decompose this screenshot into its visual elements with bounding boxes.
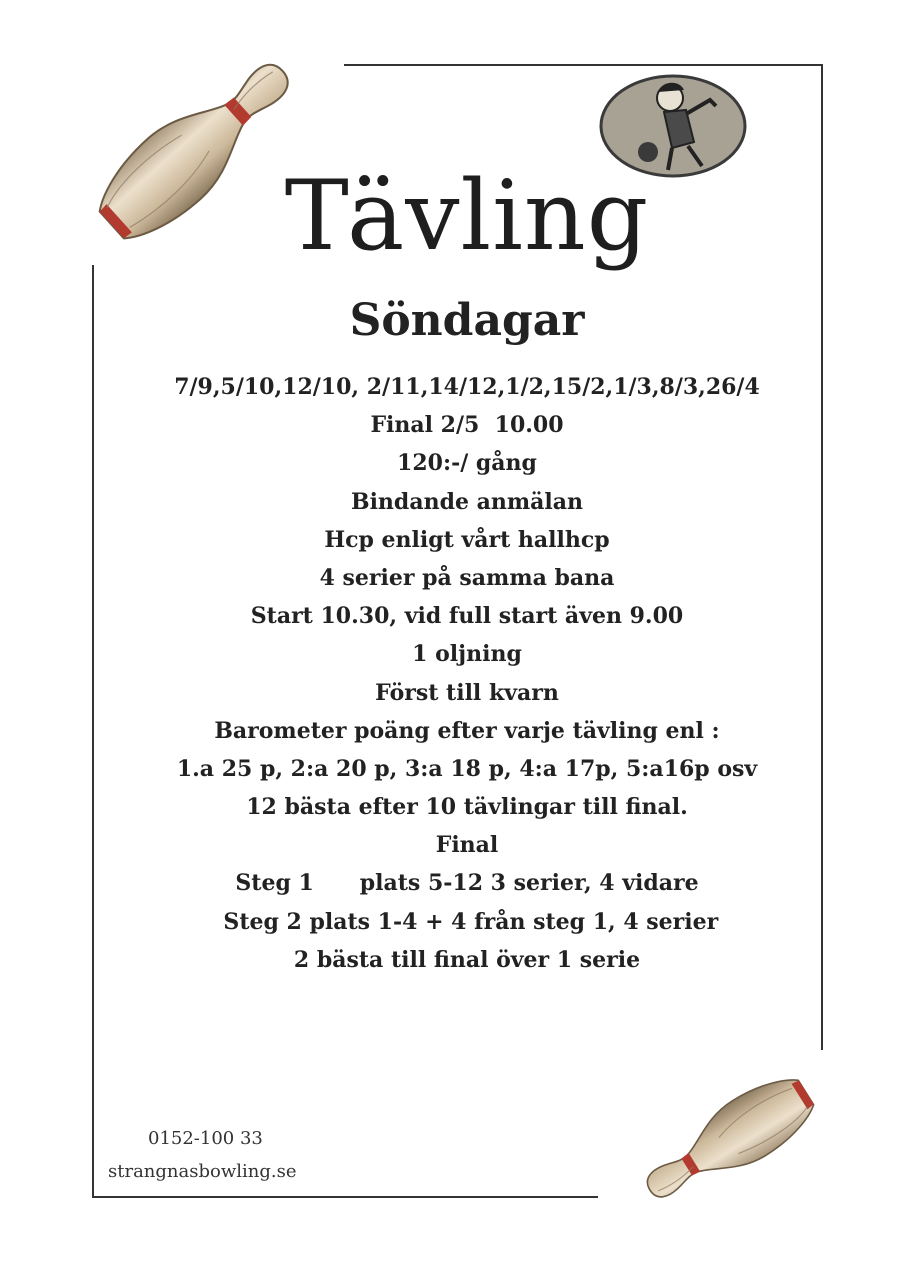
detail-line: Final 2/5 10.00: [370, 412, 564, 439]
bowling-pin-icon: [610, 1040, 850, 1240]
detail-line: Bindande anmälan: [350, 488, 583, 515]
detail-line: Hcp enligt vårt hallhcp: [324, 526, 610, 553]
detail-line: Först till kvarn: [375, 679, 559, 706]
frame-bottom-line: [92, 1196, 598, 1198]
detail-line: Barometer poäng efter varje tävling enl :: [214, 717, 720, 744]
detail-line: Final: [435, 832, 499, 859]
detail-line: 2 bästa till final över 1 serie: [293, 946, 641, 973]
page-subtitle: Söndagar: [349, 295, 585, 346]
detail-line: Start 10.30, vid full start även 9.00: [250, 603, 684, 630]
page-title: Tävling: [284, 160, 650, 272]
detail-line: 120:-/ gång: [397, 450, 537, 477]
detail-line: 1 oljning: [412, 641, 522, 668]
frame-top-line: [344, 64, 823, 66]
detail-line: Steg 1 plats 5-12 3 serier, 4 vidare: [235, 870, 699, 897]
details-list: [0, 368, 914, 979]
detail-line: 4 serier på samma bana: [319, 564, 615, 591]
detail-line: 1.a 25 p, 2:a 20 p, 3:a 18 p, 4:a 17p, 5:a16p osv: [176, 755, 758, 782]
detail-line: 7/9,5/10,12/10, 2/11,14/12,1/2,15/2,1/3,8/3,26/4: [174, 374, 760, 400]
website-link[interactable]: strangnasbowling.se: [108, 1161, 297, 1182]
detail-line: Steg 2 plats 1-4 + 4 från steg 1, 4 serier: [215, 908, 719, 935]
detail-line: 12 bästa efter 10 tävlingar till final.: [246, 794, 688, 821]
phone-number: 0152-100 33: [148, 1128, 263, 1149]
contact-info: [108, 1122, 297, 1188]
